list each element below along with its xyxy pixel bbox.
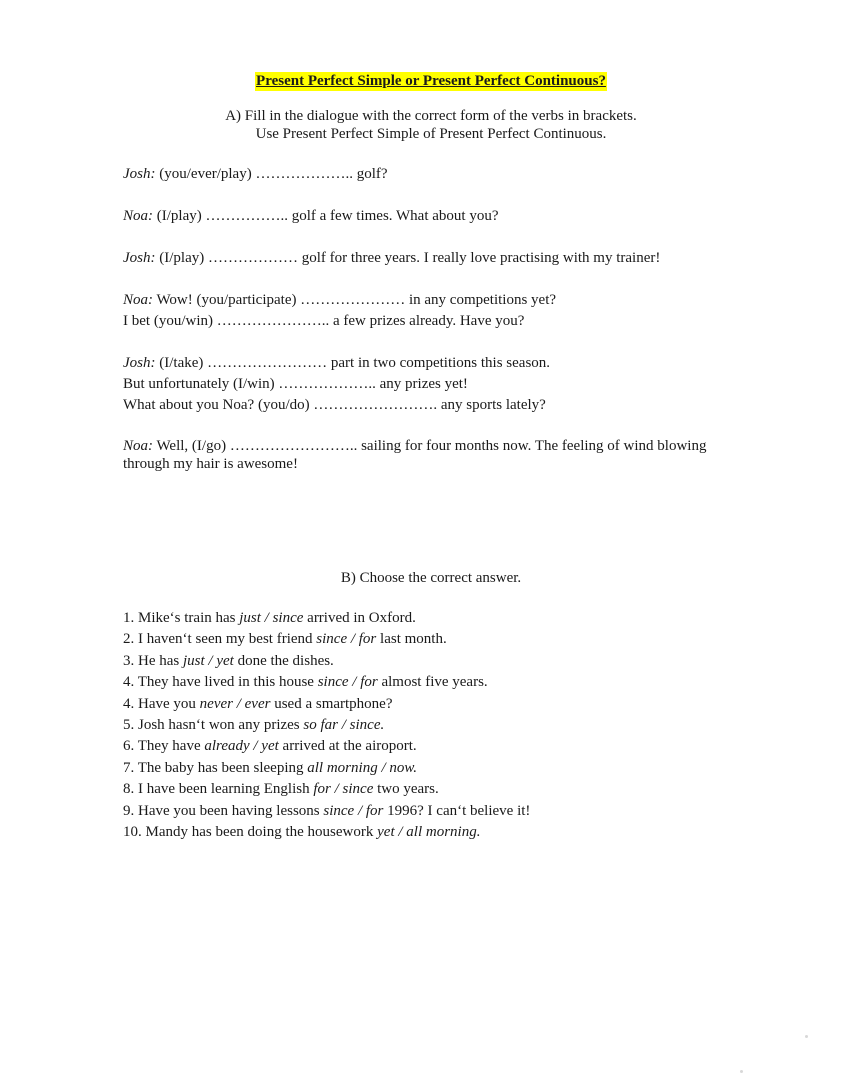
question-item	[123, 694, 743, 715]
question-text-end: two years.	[373, 781, 439, 798]
question-text: 7. The baby has been sleeping	[123, 759, 308, 776]
section-b-heading: B) Choose the correct answer.	[340, 570, 522, 586]
dialogue-text: Wow! (you/participate) ………………… in any competitions yet?	[153, 292, 557, 308]
question-text-end: last month.	[376, 631, 447, 648]
dialogue	[123, 164, 743, 494]
worksheet-title: Present Perfect Simple or Present Perfect Continuous?	[256, 73, 606, 89]
question-text-end: arrived at the airoport.	[278, 738, 417, 755]
answer-choices: all morning / now.	[307, 759, 417, 776]
question-text: 2. I haven‘t seen my best friend	[123, 631, 317, 648]
dialogue-line	[123, 311, 743, 332]
dialogue-line	[123, 395, 743, 416]
question-text: 1. Mike‘s train has	[123, 610, 240, 626]
answer-choices: never / ever	[199, 695, 271, 712]
answer-choices: since / for	[323, 802, 384, 819]
speaker-name: Josh:	[123, 250, 156, 266]
dialogue-turn	[123, 290, 743, 332]
answer-choices: just / yet	[183, 652, 234, 669]
question-text-end: 1996? I can‘t believe it!	[383, 802, 531, 819]
section-a-line1: A) Fill in the dialogue with the correct form of the verbs in brackets.	[225, 108, 637, 124]
dialogue-turn	[123, 164, 743, 185]
speck-mark	[805, 1035, 808, 1038]
question-item	[123, 608, 743, 629]
speaker-name: Noa:	[123, 438, 153, 454]
speaker-name: Noa:	[123, 208, 153, 224]
dialogue-text: What about you Noa? (you/do) ……………………. any sports lately?	[123, 397, 546, 413]
question-text-end: done the dishes.	[233, 652, 334, 669]
dialogue-turn	[123, 353, 743, 416]
dialogue-text: (I/play) ……………… golf for three years. I really love practising with my trainer!	[155, 250, 661, 266]
question-item	[123, 779, 743, 800]
question-text: 8. I have been learning English	[123, 781, 314, 798]
dialogue-text: (I/play) …………….. golf a few times. What about you?	[153, 208, 499, 224]
answer-choices: so far / since.	[303, 717, 385, 734]
section-a-instructions	[0, 107, 862, 143]
question-text: 9. Have you been having lessons	[123, 802, 324, 819]
question-item	[123, 651, 743, 672]
title-container	[0, 72, 862, 91]
answer-choices: just / since	[239, 610, 304, 626]
speck-mark	[740, 1070, 743, 1073]
question-item	[123, 672, 743, 693]
dialogue-line	[123, 164, 743, 185]
question-item	[123, 629, 743, 650]
question-text-end: used a smartphone?	[270, 695, 393, 712]
question-text-end: almost five years.	[377, 674, 488, 691]
question-item	[123, 736, 743, 757]
question-item	[123, 715, 743, 736]
answer-choices: since / for	[316, 631, 377, 648]
dialogue-text: But unfortunately (I/win) ……………….. any prizes yet!	[123, 376, 468, 392]
question-text: 5. Josh hasn‘t won any prizes	[123, 717, 304, 734]
answer-choices: since / for	[317, 674, 378, 691]
dialogue-line	[123, 248, 743, 269]
question-item	[123, 758, 743, 779]
question-text: 3. He has	[123, 652, 183, 669]
dialogue-text: Well, (I/go) …………………….. sailing for four months now. The feeling of wind blowing through my hair is awesome!	[123, 438, 707, 472]
speaker-name: Josh:	[123, 355, 156, 371]
speaker-name: Noa:	[123, 292, 153, 308]
question-text: 4. They have lived in this house	[123, 674, 318, 691]
dialogue-line	[123, 374, 743, 395]
dialogue-text: I bet (you/win) ………………….. a few prizes already. Have you?	[123, 313, 525, 329]
question-text: 10. Mandy has been doing the housework	[123, 824, 378, 841]
speaker-name: Josh:	[123, 166, 156, 182]
dialogue-line	[123, 353, 743, 374]
section-a-line2: Use Present Perfect Simple of Present Perfect Continuous.	[255, 126, 607, 142]
dialogue-turn	[123, 437, 743, 473]
question-list	[123, 608, 743, 843]
question-item	[123, 801, 743, 822]
dialogue-line	[123, 206, 743, 227]
answer-choices: yet / all morning.	[377, 824, 481, 841]
question-text: 6. They have	[123, 738, 205, 755]
dialogue-turn	[123, 248, 743, 269]
dialogue-line	[123, 290, 743, 311]
dialogue-line	[123, 437, 743, 473]
dialogue-text: (you/ever/play) ……………….. golf?	[155, 166, 388, 182]
question-text: 4. Have you	[123, 695, 200, 712]
dialogue-text: (I/take) …………………… part in two competitions this season.	[155, 355, 551, 371]
answer-choices: already / yet	[204, 738, 279, 755]
question-text-end: arrived in Oxford.	[303, 610, 416, 626]
question-item	[123, 822, 743, 843]
dialogue-turn	[123, 206, 743, 227]
answer-choices: for / since	[313, 781, 374, 798]
